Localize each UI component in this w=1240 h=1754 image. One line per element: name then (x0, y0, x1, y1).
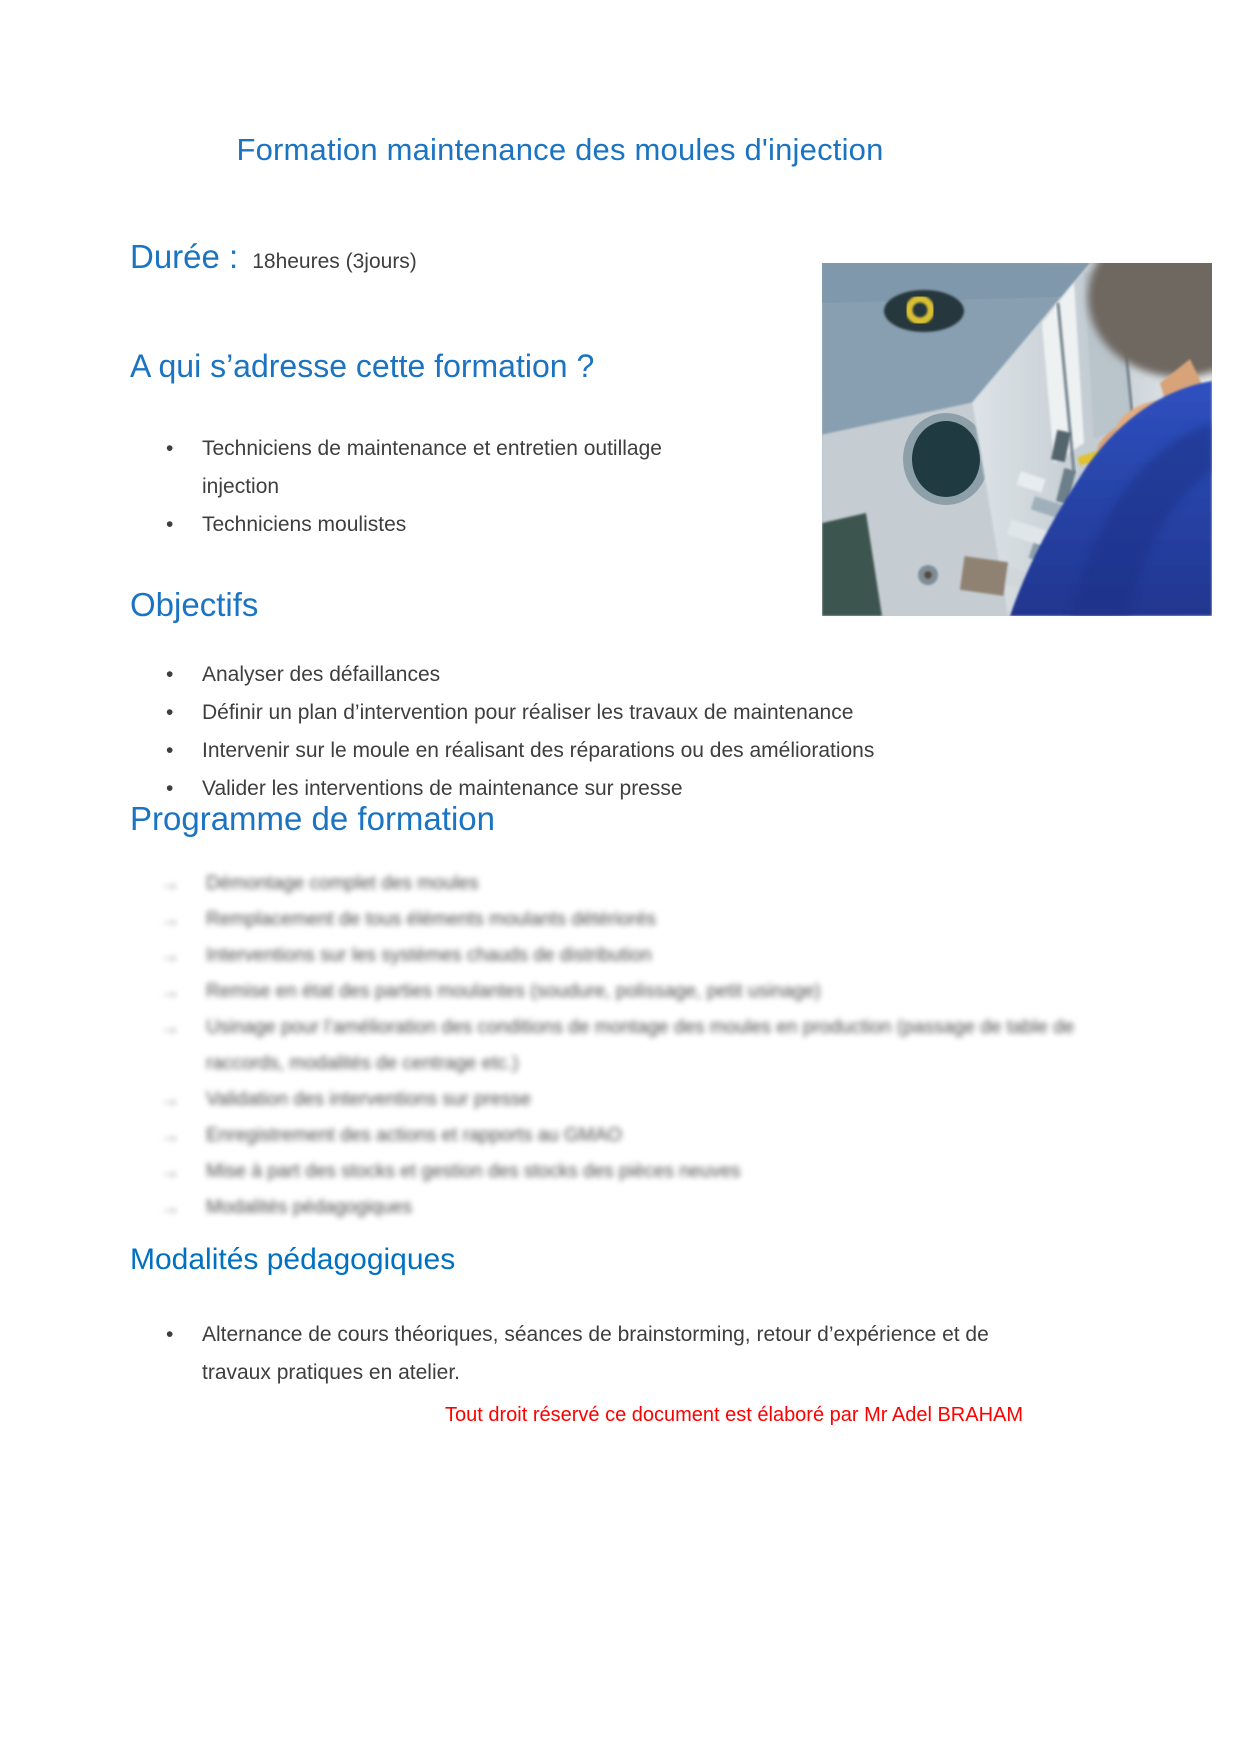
arrow-icon: → (160, 1017, 180, 1039)
arrow-icon: → (160, 1161, 180, 1183)
list-item: → Remplacement de tous éléments moulants détériorés (160, 902, 1120, 938)
audience-list (160, 430, 680, 544)
audience-heading: A qui s’adresse cette formation ? (130, 348, 595, 384)
arrow-icon: → (160, 1089, 180, 1111)
injection-mold-maintenance-photo (822, 263, 1212, 616)
list-item: → Validation des interventions sur presse (160, 1082, 1120, 1118)
page-title: Formation maintenance des moules d'injection (236, 132, 884, 167)
list-item: → Usinage pour l’amélioration des conditions de montage des moules en production (passage de table de raccords, modalités de centrage etc.) (160, 1010, 1120, 1082)
duration-value: 18heures (3jours) (252, 250, 417, 273)
list-item: → Interventions sur les systèmes chauds de distribution (160, 938, 1120, 974)
list-item: → Démontage complet des moules (160, 866, 1120, 902)
list-item: → Modalités pédagogiques (160, 1190, 1120, 1226)
arrow-icon: → (160, 873, 180, 895)
programme-heading: Programme de formation (130, 800, 495, 837)
objectifs-list (160, 656, 1100, 808)
arrow-icon: → (160, 1125, 180, 1147)
arrow-icon: → (160, 909, 180, 931)
modalites-list (160, 1316, 1060, 1392)
list-item: • Définir un plan d’intervention pour réaliser les travaux de maintenance (160, 694, 1100, 732)
list-item: • Valider les interventions de maintenance sur presse (160, 770, 1100, 808)
programme-blurred-list (160, 866, 1120, 1226)
list-item: • Techniciens de maintenance et entretien outillage injection (160, 430, 680, 506)
arrow-icon: → (160, 945, 180, 967)
duration-label: Durée : (130, 238, 239, 275)
list-item: • Techniciens moulistes (160, 506, 680, 544)
list-item: → Enregistrement des actions et rapports au GMAO (160, 1118, 1120, 1154)
list-item: • Intervenir sur le moule en réalisant des réparations ou des améliorations (160, 732, 1100, 770)
list-item: • Alternance de cours théoriques, séances de brainstorming, retour d’expérience et de travaux pratiques en atelier. (160, 1316, 1060, 1392)
objectifs-heading: Objectifs (130, 586, 259, 623)
arrow-icon: → (160, 1197, 180, 1219)
list-item: → Mise à part des stocks et gestion des stocks des pièces neuves (160, 1154, 1120, 1190)
arrow-icon: → (160, 981, 180, 1003)
modalites-heading: Modalités pédagogiques (130, 1243, 456, 1276)
duration-row (130, 238, 417, 276)
copyright-notice: Tout droit réservé ce document est élaboré par Mr Adel BRAHAM (445, 1404, 1024, 1426)
list-item: → Remise en état des parties moulantes (soudure, polissage, petit usinage) (160, 974, 1120, 1010)
list-item: • Analyser des défaillances (160, 656, 1100, 694)
